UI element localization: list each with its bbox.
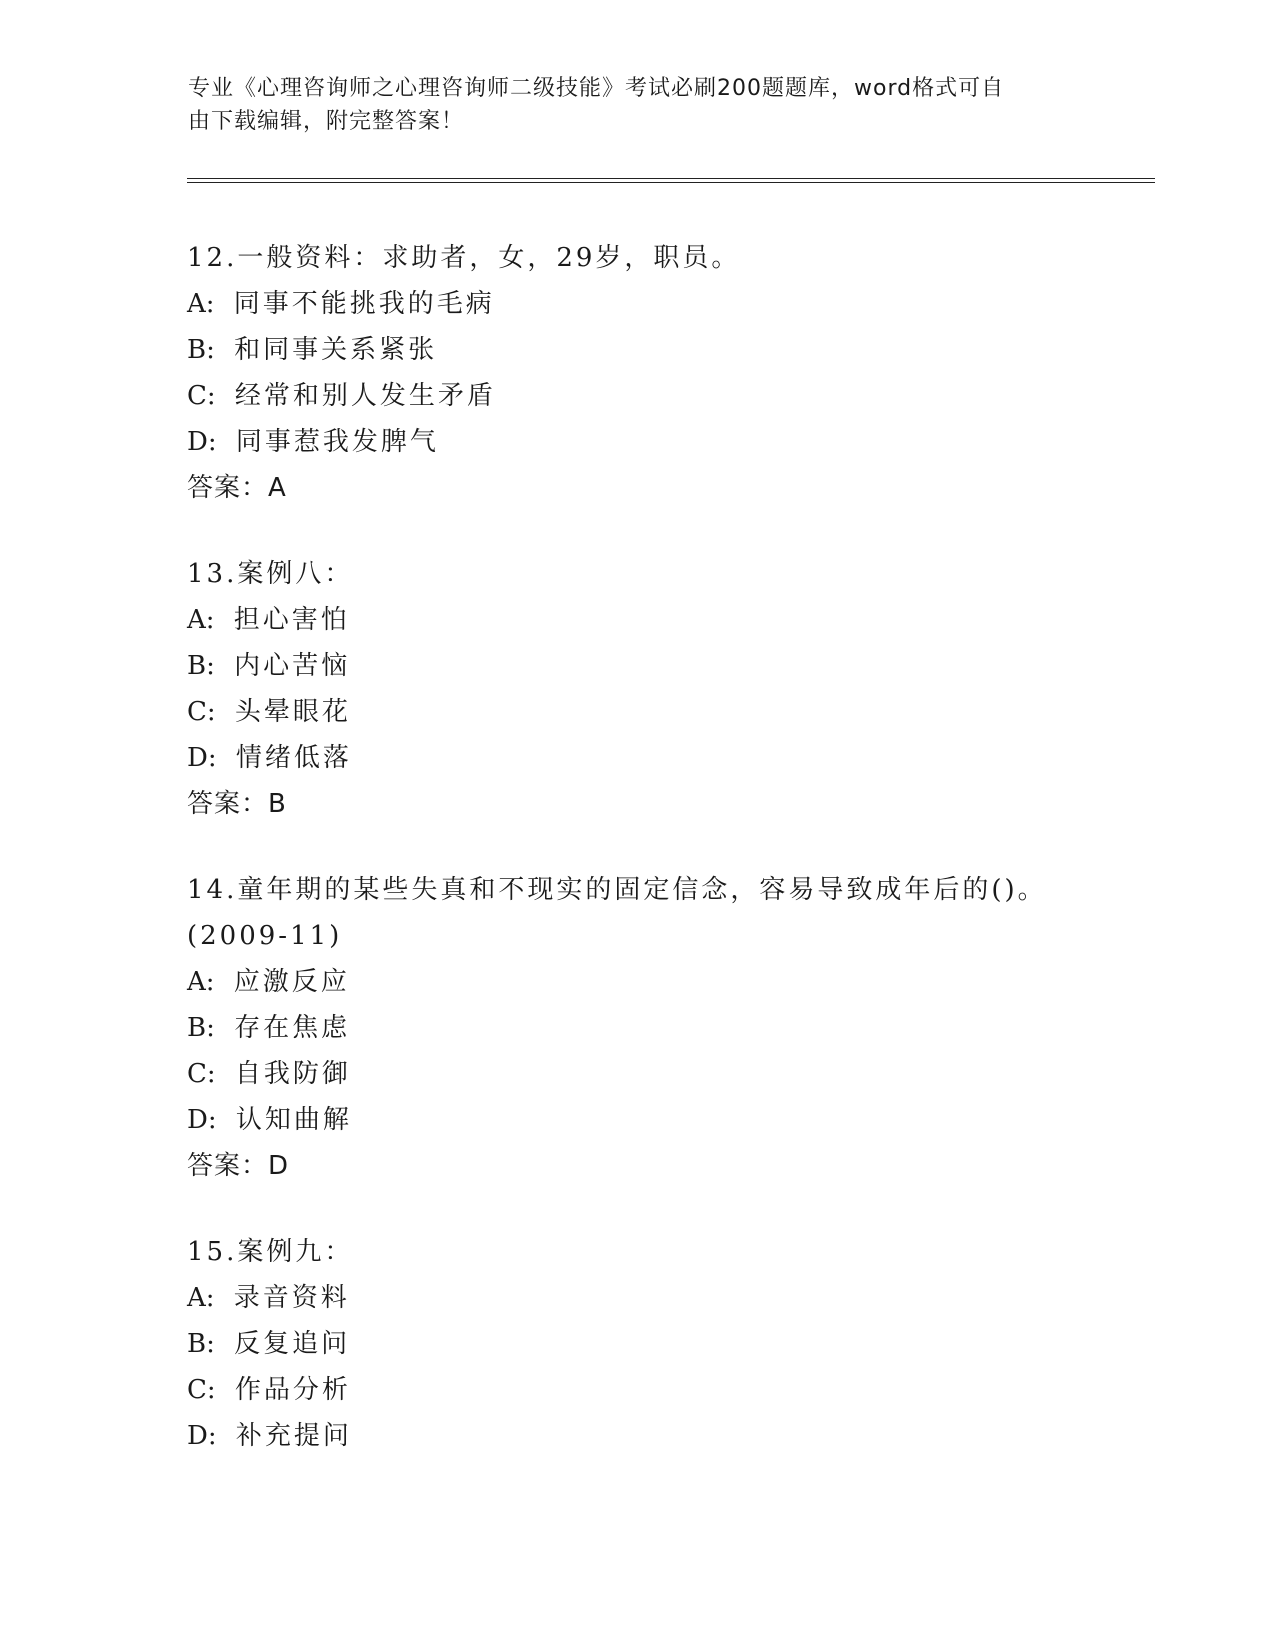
document-header [188,72,1088,138]
header-line-1: 专业《心理咨询师之心理咨询师二级技能》考试必刷200题题库，word格式可自 [188,76,1005,101]
option-c [187,1051,1147,1097]
option-separator: : [206,1059,216,1089]
option-letter: A [187,1283,206,1313]
option-text: 头晕眼花 [234,697,351,727]
option-a [187,281,1147,327]
option-d [187,1413,1147,1459]
option-letter: B [187,1329,207,1359]
option-letter: B [187,651,207,681]
answer-line: 答案：A [187,473,287,503]
option-text: 认知曲解 [235,1105,352,1135]
option-c [187,373,1147,419]
option-separator: : [207,1421,217,1451]
option-letter: D [187,743,208,773]
option-text: 内心苦恼 [234,651,351,681]
option-letter: C [187,1375,207,1405]
answer-line: 答案：B [187,789,287,819]
option-separator: : [207,1105,217,1135]
option-letter: A [187,605,206,635]
option-d [187,419,1147,465]
option-letter: A [187,289,206,319]
question-15 [187,1229,1147,1459]
option-separator: : [206,381,216,411]
option-c [187,689,1147,735]
question-stem: 13.案例八： [187,559,354,589]
question-stem: 14.童年期的某些失真和不现实的固定信念，容易导致成年后的()。 [187,875,1047,905]
option-text: 自我防御 [234,1059,351,1089]
question-14 [187,867,1147,1189]
option-letter: C [187,381,207,411]
option-letter: A [187,967,206,997]
option-a [187,959,1147,1005]
option-separator: : [205,1283,215,1313]
option-text: 应激反应 [233,967,350,997]
header-line-2: 由下载编辑，附完整答案！ [188,109,465,134]
question-stem-continued: (2009-11) [187,921,343,951]
option-text: 情绪低落 [235,743,352,773]
option-separator: : [207,743,217,773]
option-separator: : [205,289,215,319]
option-text: 和同事关系紧张 [234,335,438,365]
option-text: 同事惹我发脾气 [235,427,439,457]
header-rule-bottom [187,182,1155,183]
option-separator: : [206,335,215,365]
option-d [187,1097,1147,1143]
question-stem: 12.一般资料：求助者，女，29岁，职员。 [187,243,741,273]
option-letter: B [187,335,207,365]
option-c [187,1367,1147,1413]
question-12 [187,235,1147,511]
question-13 [187,551,1147,827]
option-text: 担心害怕 [233,605,350,635]
option-text: 经常和别人发生矛盾 [234,381,496,411]
option-text: 反复追问 [234,1329,351,1359]
option-a [187,597,1147,643]
option-separator: : [206,1375,216,1405]
option-text: 补充提问 [235,1421,352,1451]
option-separator: : [207,427,217,457]
option-text: 存在焦虑 [234,1013,351,1043]
option-letter: D [187,427,208,457]
option-letter: C [187,1059,207,1089]
header-rule-top [187,178,1155,179]
option-separator: : [206,651,215,681]
option-b [187,1005,1147,1051]
option-d [187,735,1147,781]
option-text: 录音资料 [233,1283,350,1313]
option-b [187,643,1147,689]
option-letter: D [187,1421,208,1451]
option-b [187,1321,1147,1367]
question-list [187,235,1147,1499]
option-text: 作品分析 [234,1375,351,1405]
option-text: 同事不能挑我的毛病 [233,289,495,319]
option-separator: : [206,1013,215,1043]
option-letter: B [187,1013,207,1043]
option-a [187,1275,1147,1321]
option-separator: : [206,697,216,727]
option-separator: : [206,1329,215,1359]
option-letter: D [187,1105,208,1135]
answer-line: 答案：D [187,1151,290,1181]
question-stem: 15.案例九： [187,1237,354,1267]
option-b [187,327,1147,373]
option-letter: C [187,697,207,727]
option-separator: : [205,605,215,635]
option-separator: : [205,967,215,997]
